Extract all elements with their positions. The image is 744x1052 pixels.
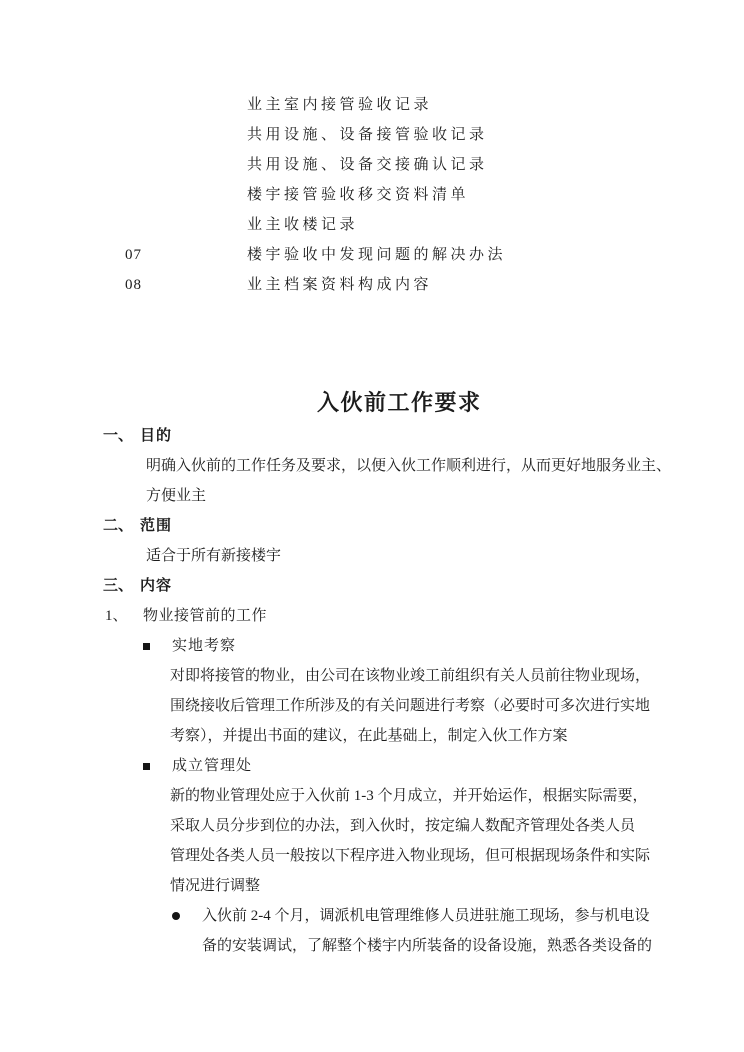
page-title: 入伙前工作要求 <box>317 390 482 415</box>
section-heading-purpose <box>0 421 744 451</box>
circle-bullet-item <box>0 901 744 961</box>
index-number: 07 <box>125 247 142 263</box>
section-number: 三、 <box>103 578 134 594</box>
bullet-label: 实地考察 <box>172 638 237 654</box>
index-title: 共用设施、设备交接确认记录 <box>247 157 488 173</box>
index-row <box>0 270 744 300</box>
text-line: 入伙前 2-4 个月，调派机电管理维修人员进驻施工现场，参与机电设 <box>202 908 650 924</box>
text-line: 方便业主 <box>146 488 207 504</box>
index-row <box>0 210 744 240</box>
bullet-icon-cell <box>143 631 172 661</box>
section-label: 目的 <box>140 428 173 444</box>
index-title: 业主室内接管验收记录 <box>247 97 433 113</box>
index-row <box>0 90 744 120</box>
square-bullet-icon <box>143 643 150 650</box>
square-bullet-icon <box>143 763 150 770</box>
text-line: 备的安装调试，了解整个楼宇内所装备的设备设施，熟悉各类设备的 <box>202 938 653 954</box>
index-title: 楼宇接管验收移交资料清单 <box>247 187 470 203</box>
sub-item-heading <box>0 601 744 631</box>
section-body-purpose <box>0 451 744 511</box>
circle-bullet-icon <box>172 912 180 920</box>
text-line: 适合于所有新接楼宇 <box>146 548 282 564</box>
section-label: 内容 <box>140 578 173 594</box>
index-title: 业主档案资料构成内容 <box>247 277 433 293</box>
section-heading-scope <box>0 511 744 541</box>
index-number: 08 <box>125 277 142 293</box>
text-line: 明确入伙前的工作任务及要求，以便入伙工作顺利进行，从而更好地服务业主、 <box>146 458 672 474</box>
index-number <box>125 180 247 210</box>
text-line: 情况进行调整 <box>170 878 261 894</box>
section-heading-content <box>0 571 744 601</box>
index-row <box>0 180 744 210</box>
text-line: 围绕接收后管理工作所涉及的有关问题进行考察（必要时可多次进行实地 <box>170 698 651 714</box>
text-line: 管理处各类人员一般按以下程序进入物业现场，但可根据现场条件和实际 <box>170 848 651 864</box>
index-number <box>125 90 247 120</box>
index-number <box>125 150 247 180</box>
index-row <box>0 150 744 180</box>
text-line: 对即将接管的物业，由公司在该物业竣工前组织有关人员前往物业现场， <box>170 668 651 684</box>
circle-bullet-body <box>202 901 652 961</box>
index-number <box>125 210 247 240</box>
index-title: 共用设施、设备接管验收记录 <box>247 127 488 143</box>
index-row <box>0 240 744 270</box>
section-body-scope <box>0 541 744 571</box>
text-line: 采取人员分步到位的办法，到入伙时，按定编人数配齐管理处各类人员 <box>170 818 636 834</box>
sub-item-label: 物业接管前的工作 <box>143 608 268 624</box>
text-line: 考察），并提出书面的建议，在此基础上，制定入伙工作方案 <box>170 728 568 744</box>
bullet-icon-cell <box>172 901 202 931</box>
index-row <box>0 120 744 150</box>
bullet-label: 成立管理处 <box>172 758 253 774</box>
bullet-body-office <box>0 781 744 901</box>
text-line: 新的物业管理处应于入伙前 1-3 个月成立，并开始运作，根据实际需要， <box>170 788 648 804</box>
index-title: 楼宇验收中发现问题的解决办法 <box>247 247 507 263</box>
index-title: 业主收楼记录 <box>247 217 359 233</box>
bullet-icon-cell <box>143 751 172 781</box>
bullet-item-office <box>0 751 744 781</box>
section-number: 二、 <box>103 518 134 534</box>
sub-item-number: 1、 <box>105 608 128 624</box>
section-number: 一、 <box>103 428 134 444</box>
bullet-item-survey <box>0 631 744 661</box>
index-number <box>125 120 247 150</box>
bullet-body-survey <box>0 661 744 751</box>
section-label: 范围 <box>140 518 173 534</box>
index-list <box>0 90 744 300</box>
